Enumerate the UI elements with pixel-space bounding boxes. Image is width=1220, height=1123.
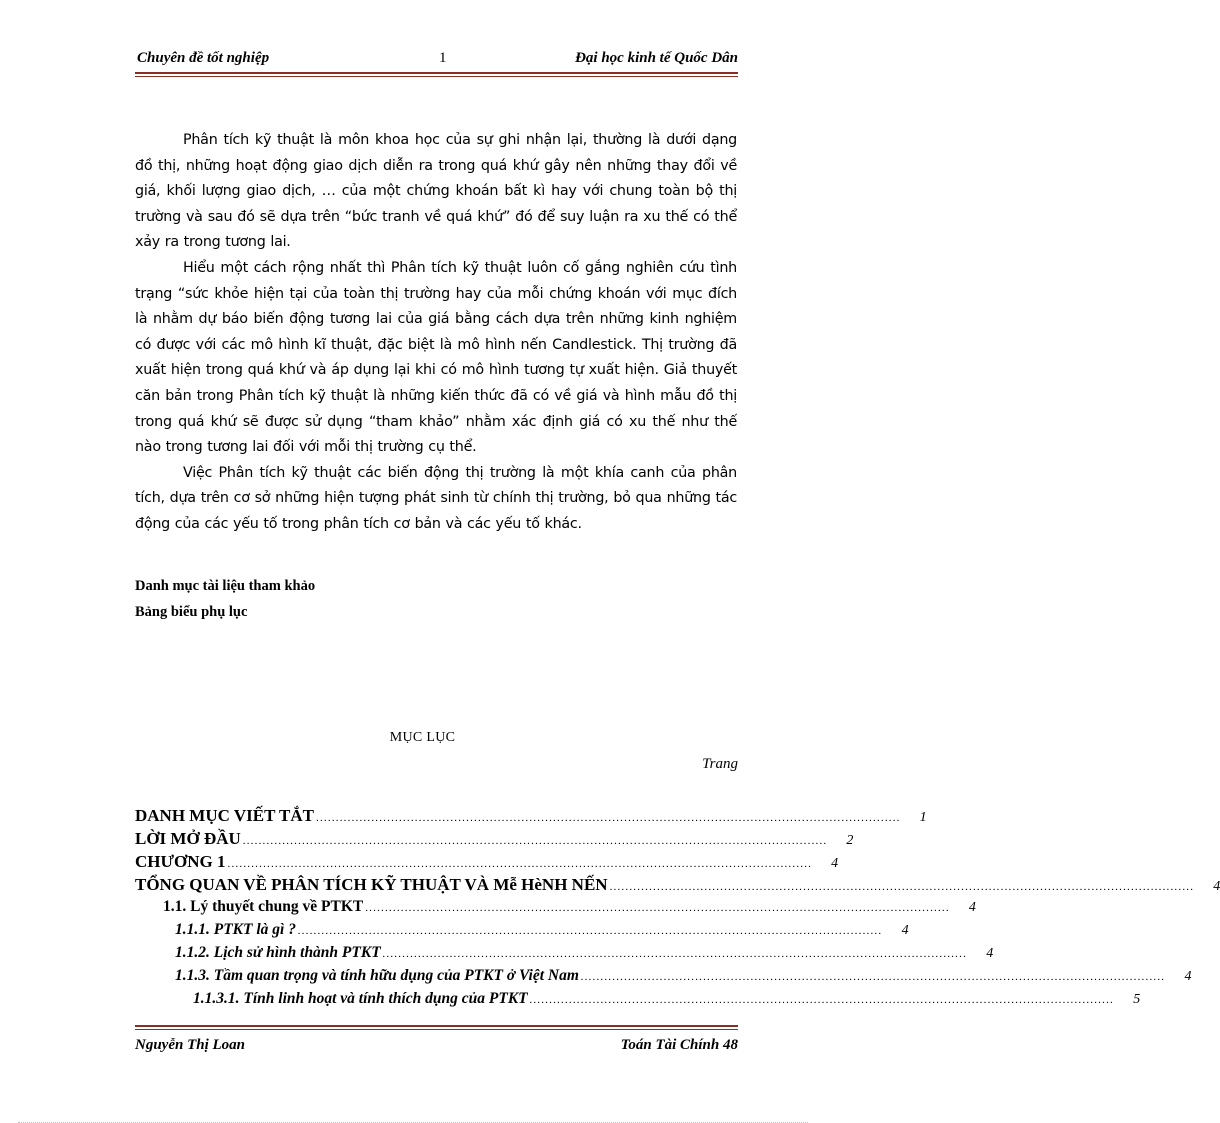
toc-entry-page: 2 [846,833,854,848]
toc-entry-label: LỜI MỞ ĐẦU [135,829,241,848]
toc-entry-page: 4 [986,946,994,961]
footer-class: Toán Tài Chính 48 [620,1037,738,1053]
toc-entry-label: TỔNG QUAN VỀ PHÂN TÍCH KỸ THUẬT VÀ Mễ HèNH NẾN [135,875,608,894]
toc-entry[interactable] [135,852,839,875]
toc-entry-label: 1.1.2. Lịch sử hình thành PTKT [175,944,381,961]
header-page-number: 1 [439,50,447,66]
toc-entry[interactable] [135,875,1220,898]
header-university: Đại học kinh tế Quốc Dân [575,50,738,66]
toc-leader: .................................................................................................................................................... [316,812,901,824]
body-text [135,128,737,538]
table-of-contents [135,806,1220,1013]
toc-entry[interactable] [135,806,927,829]
toc-entry-label: DANH MỤC VIẾT TẮT [135,806,315,825]
toc-entry-label: 1.1. Lý thuyết chung về PTKT [163,898,364,915]
paragraph-1: Phân tích kỹ thuật là môn khoa học của sự ghi nhận lại, thường là dưới dạng đồ thị, những hoạt động giao dịch diễn ra trong quá khứ gây nên những thay đổi về giá, khối lượng giao dịch, … của một chứng khoán bất kì hay với chung toàn bộ thị trường và sau đó sẽ dựa trên “bức tranh về quá khứ” đó để suy luận ra xu thế có thể xảy ra trong tương lai. [135,132,737,251]
page-header [135,48,738,72]
toc-entry[interactable] [135,944,994,967]
toc-leader: .................................................................................................................................................... [227,858,813,870]
reference-list [135,573,315,625]
toc-leader: .................................................................................................................................................... [529,994,1115,1006]
toc-entry-page: 1 [919,810,927,825]
toc-leader: .................................................................................................................................................... [609,881,1195,893]
toc-entry-label: CHƯƠNG 1 [135,852,226,871]
toc-entry-label: 1.1.1. PTKT là gì ? [175,921,296,938]
toc-title: MỤC LỤC [389,730,456,745]
header-thesis-label: Chuyên đề tốt nghiệp [137,50,270,66]
toc-entry-page: 4 [968,900,976,915]
toc-entry[interactable] [135,990,1141,1013]
toc-leader: .................................................................................................................................................... [382,948,968,960]
toc-entry-page: 4 [831,856,839,871]
toc-entry[interactable] [135,921,909,944]
toc-page-column-label: Trang [702,756,738,772]
toc-entry-label: 1.1.3.1. Tính linh hoạt và tính thích dụng của PTKT [193,990,528,1007]
toc-entry-page: 5 [1133,992,1141,1007]
footer-author: Nguyễn Thị Loan [135,1037,246,1053]
footer-rule-bottom [135,1029,738,1030]
toc-entry[interactable] [135,967,1192,990]
paragraph-2: Hiểu một cách rộng nhất thì Phân tích kỹ thuật luôn cố gắng nghiên cứu tình trạng “sức khỏe hiện tại của toàn thị trường hay của mỗi chứng khoán với mục đích là nhằm dự báo biến động tương lai của giá bằng cách dựa trên những kinh nghiệm có được với các mô hình kĩ thuật, đặc biệt là mô hình nến Candlestick. Thị trường đã xuất hiện trong quá khứ và áp dụng lại khi có mô hình tương tự xuất hiện. Giả thuyết căn bản trong Phân tích kỹ thuật là những kiến thức đã có về giá và hình mẫu đồ thị trong quá khứ sẽ được sử dụng “tham khảo” nhằm xác định giá có xu thế như thế nào trong tương lai đối với mỗi thị trường cụ thể. [135,259,737,456]
references-item: Danh mục tài liệu tham khảo [135,578,316,594]
toc-leader: .................................................................................................................................................... [242,835,828,847]
toc-entry[interactable] [135,898,976,921]
toc-leader: .................................................................................................................................................... [365,902,950,914]
toc-entry-page: 4 [901,923,909,938]
appendix-item: Bảng biểu phụ lục [135,604,248,620]
footer-rule-top [135,1025,738,1027]
toc-leader: .................................................................................................................................................... [297,925,883,937]
page-footer [135,1037,738,1054]
toc-entry-page: 4 [1184,969,1192,984]
toc-entry[interactable] [135,829,854,852]
paragraph-3: Việc Phân tích kỹ thuật các biến động thị trường là một khía canh của phân tích, dựa trên cơ sở những hiện tượng phát sinh từ chính thị trường, bỏ qua những tác động của các yếu tố trong phân tích cơ bản và các yếu tố khác. [135,464,737,532]
toc-entry-page: 4 [1213,879,1220,894]
toc-leader: .................................................................................................................................................... [580,971,1166,983]
header-rule-bottom [135,76,738,77]
toc-entry-label: 1.1.3. Tầm quan trọng và tính hữu dụng của PTKT ở Việt Nam [175,967,579,984]
header-rule-top [135,72,738,74]
